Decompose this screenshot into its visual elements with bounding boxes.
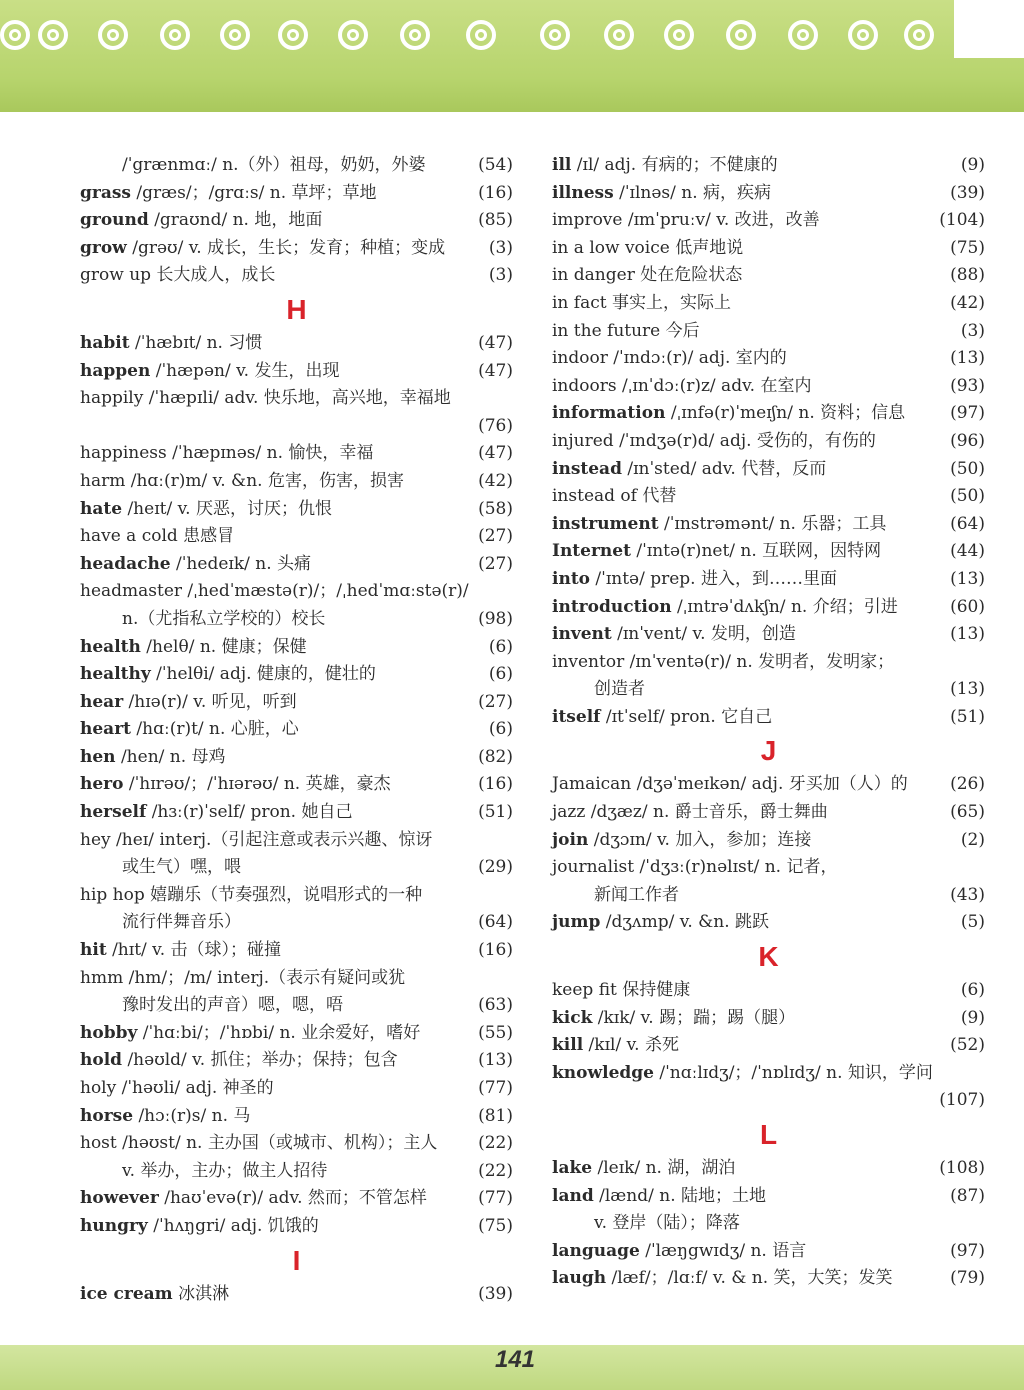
ring-decoration — [540, 20, 570, 50]
entry-headword: illness — [552, 182, 614, 203]
entry-unit-ref: (3) — [488, 265, 513, 286]
entry-definition: improve /ɪmˈpruːv/ v. 改进，改善 — [552, 210, 820, 231]
entry-definition: indoor /ˈɪndɔː(r)/ adj. 室内的 — [552, 348, 787, 369]
entry-definition: /lænd/ n. 陆地；土地 — [593, 1185, 767, 1206]
entry-unit-ref: (65) — [950, 802, 985, 823]
entry-headword: hen — [80, 746, 116, 767]
entry-unit-ref: (50) — [950, 458, 985, 479]
entry-unit-ref: (5) — [960, 912, 985, 933]
glossary-entry — [552, 207, 985, 235]
glossary-entry — [552, 1060, 985, 1088]
entry-headword: habit — [80, 332, 130, 353]
ring-decoration — [38, 20, 68, 50]
entry-definition: /helθ/ n. 健康；保健 — [140, 636, 307, 657]
entry-headword: however — [80, 1188, 159, 1209]
entry-headword: kill — [552, 1035, 584, 1056]
entry-unit-ref: (6) — [960, 980, 985, 1001]
ring-decoration — [220, 20, 250, 50]
glossary-entry — [80, 330, 513, 358]
entry-headword: healthy — [80, 664, 151, 685]
entry-unit-ref: (9) — [960, 155, 985, 175]
glossary-entry — [552, 538, 985, 566]
entry-definition: /dʒʌmp/ v. &n. 跳跃 — [600, 912, 770, 933]
entry-headword: laugh — [552, 1268, 607, 1289]
glossary-column-left — [80, 152, 513, 1308]
glossary-entry — [80, 771, 513, 799]
entry-unit-ref: (13) — [950, 348, 985, 369]
entry-definition: hip hop 嬉蹦乐（节奏强烈，说唱形式的一种 — [80, 884, 423, 905]
entry-definition: /ˌɪnfə(r)ˈmeɪʃn/ n. 资料；信息 — [665, 403, 906, 424]
entry-definition: /ɪnˈsted/ adv. 代替，反而 — [621, 458, 827, 479]
entry-headword: health — [80, 636, 141, 657]
entry-unit-ref: (13) — [478, 1050, 513, 1071]
entry-unit-ref: (104) — [939, 210, 985, 231]
entry-unit-ref: (85) — [478, 210, 513, 231]
entry-headword: knowledge — [552, 1062, 654, 1083]
glossary-entry — [80, 1103, 513, 1131]
entry-definition: Jamaican /dʒəˈmeɪkən/ adj. 牙买加（人）的 — [552, 774, 908, 795]
entry-definition: keep fit 保持健康 — [552, 980, 691, 1001]
entry-unit-ref: (2) — [960, 829, 985, 850]
entry-unit-ref: (6) — [488, 636, 513, 657]
ring-decoration — [160, 20, 190, 50]
entry-definition: v. 登岸（陆）；降落 — [594, 1213, 740, 1234]
glossary-entry — [552, 621, 985, 649]
entry-unit-ref: (77) — [478, 1188, 513, 1209]
entry-unit-ref: (47) — [478, 332, 513, 353]
entry-definition: /kɪl/ v. 杀死 — [583, 1035, 679, 1056]
ring-decoration — [0, 20, 30, 50]
glossary-entry — [552, 483, 985, 511]
entry-headword: hate — [80, 498, 123, 519]
glossary-entry — [552, 909, 985, 937]
entry-definition: /ɪnˈvent/ v. 发明，创造 — [611, 624, 796, 645]
section-letter: H — [286, 293, 307, 325]
entry-unit-ref: (82) — [478, 746, 513, 767]
entry-definition: /ˈɪntə/ prep. 进入，到……里面 — [590, 568, 837, 589]
ring-decoration — [400, 20, 430, 50]
glossary-entry — [80, 1130, 513, 1158]
entry-unit-ref: (27) — [478, 553, 513, 574]
entry-definition: 流行伴舞音乐） — [122, 912, 241, 933]
entry-definition: /heɪt/ v. 厌恶，讨厌；仇恨 — [122, 498, 332, 519]
glossary-entry — [552, 1210, 985, 1238]
entry-unit-ref: (50) — [950, 486, 985, 507]
entry-unit-ref: (51) — [478, 802, 513, 823]
entry-definition: /hɪə(r)/ v. 听见，听到 — [123, 691, 297, 712]
entry-definition: in fact 事实上，实际上 — [552, 292, 731, 313]
entry-unit-ref: (47) — [478, 443, 513, 464]
section-letter: L — [759, 1119, 778, 1150]
ring-decoration — [604, 20, 634, 50]
entry-definition: /leɪk/ n. 湖，湖泊 — [592, 1158, 736, 1178]
entry-headword: introduction — [552, 596, 672, 617]
glossary-entry — [552, 704, 985, 732]
glossary-entry — [80, 152, 513, 180]
entry-definition: /hɑː(r)t/ n. 心脏，心 — [131, 719, 299, 740]
glossary-entry — [80, 413, 513, 441]
glossary-entry — [80, 207, 513, 235]
glossary-entry — [552, 290, 985, 318]
entry-unit-ref: (76) — [478, 415, 513, 436]
entry-definition: 新闻工作者 — [594, 884, 679, 905]
entry-headword: headache — [80, 553, 171, 574]
glossary-entry — [552, 152, 985, 180]
glossary-entry — [552, 180, 985, 208]
entry-headword: grass — [80, 182, 131, 203]
entry-unit-ref: (64) — [478, 912, 513, 933]
entry-headword: Internet — [552, 541, 631, 562]
glossary-entry — [552, 235, 985, 263]
entry-headword: jump — [552, 912, 601, 933]
entry-unit-ref: (81) — [478, 1105, 513, 1126]
entry-definition: grow up 长大成人，成长 — [80, 265, 276, 286]
section-letter: K — [758, 941, 779, 973]
glossary-entry — [552, 373, 985, 401]
entry-unit-ref: (51) — [950, 706, 985, 727]
glossary-entry — [552, 428, 985, 456]
entry-unit-ref: (13) — [950, 568, 985, 589]
glossary-entry — [80, 1047, 513, 1075]
entry-definition: n.（尤指私立学校的）校长 — [122, 608, 326, 629]
entry-unit-ref: (96) — [950, 430, 985, 451]
glossary-entry — [552, 827, 985, 855]
glossary-column-right — [552, 152, 985, 1293]
entry-headword: instrument — [552, 513, 659, 534]
entry-unit-ref: (97) — [950, 1240, 985, 1261]
entry-headword: horse — [80, 1105, 134, 1126]
entry-unit-ref: (55) — [478, 1022, 513, 1043]
entry-unit-ref: (63) — [478, 995, 513, 1016]
entry-unit-ref: (97) — [950, 403, 985, 424]
entry-unit-ref: (13) — [950, 624, 985, 645]
glossary-entry — [552, 1183, 985, 1211]
entry-definition: /ˈlæŋgwɪdʒ/ n. 语言 — [639, 1240, 807, 1261]
glossary-entry — [552, 318, 985, 346]
entry-definition: in danger 处在危险状态 — [552, 265, 743, 286]
entry-headword: happen — [80, 360, 151, 381]
glossary-entry — [80, 661, 513, 689]
glossary-entry — [80, 468, 513, 496]
entry-definition: 创造者 — [594, 679, 645, 700]
glossary-entry — [80, 799, 513, 827]
entry-unit-ref: (16) — [478, 940, 513, 961]
entry-definition: /græs/；/grɑːs/ n. 草坪；草地 — [131, 182, 377, 203]
entry-unit-ref: (54) — [478, 155, 513, 175]
glossary-entry — [552, 771, 985, 799]
glossary-entry — [552, 456, 985, 484]
glossary-entry — [552, 799, 985, 827]
entry-definition: happily /ˈhæpɪli/ adv. 快乐地，高兴地，幸福地 — [80, 388, 451, 409]
entry-definition: headmaster /ˌhedˈmæstə(r)/；/ˌhedˈmɑːstə(r)/ — [80, 581, 469, 602]
entry-headword: ill — [552, 155, 572, 175]
entry-unit-ref: (93) — [950, 375, 985, 396]
entry-unit-ref: (42) — [478, 470, 513, 491]
entry-unit-ref: (16) — [478, 774, 513, 795]
glossary-entry — [80, 578, 513, 606]
entry-definition: /ˈɪntə(r)net/ n. 互联网，因特网 — [630, 541, 882, 562]
entry-headword: land — [552, 1185, 594, 1206]
ring-decoration — [848, 20, 878, 50]
entry-headword: ground — [80, 210, 149, 231]
entry-headword: heart — [80, 719, 131, 740]
entry-unit-ref: (75) — [950, 237, 985, 258]
entry-headword: grow — [80, 237, 127, 258]
entry-definition: holy /ˈhəʊli/ adj. 神圣的 — [80, 1078, 274, 1098]
entry-definition: /hɔː(r)s/ n. 马 — [133, 1105, 251, 1126]
entry-unit-ref: (29) — [478, 857, 513, 878]
entry-unit-ref: (52) — [950, 1035, 985, 1056]
glossary-entry — [80, 523, 513, 551]
entry-definition: have a cold 患感冒 — [80, 526, 235, 547]
entry-headword: hobby — [80, 1022, 138, 1043]
glossary-entry — [80, 827, 513, 855]
entry-unit-ref: (13) — [950, 679, 985, 700]
glossary-entry — [80, 1281, 513, 1309]
ring-decoration — [98, 20, 128, 50]
glossary-entry — [552, 676, 985, 704]
glossary-entry — [80, 180, 513, 208]
entry-unit-ref: (22) — [478, 1160, 513, 1181]
glossary-entry — [80, 716, 513, 744]
glossary-entry — [80, 1185, 513, 1213]
entry-definition: in the future 今后 — [552, 320, 700, 341]
entry-definition: /læf/；/lɑːf/ v. & n. 笑，大笑；发笑 — [606, 1268, 893, 1289]
glossary-entry — [552, 1087, 985, 1115]
glossary-entry — [552, 1238, 985, 1266]
entry-definition: v. 举办，主办；做主人招待 — [122, 1160, 328, 1181]
entry-headword: hear — [80, 691, 124, 712]
entry-unit-ref: (6) — [488, 719, 513, 740]
glossary-entry — [80, 551, 513, 579]
entry-definition: journalist /ˈdʒɜː(r)nəlɪst/ n. 记者， — [552, 857, 838, 878]
glossary-entry — [80, 606, 513, 634]
glossary-entry — [552, 882, 985, 910]
glossary-entry — [80, 440, 513, 468]
entry-headword: lake — [552, 1158, 593, 1178]
entry-definition: /ˈnɑːlɪdʒ/；/ˈnɒlɪdʒ/ n. 知识，学问 — [653, 1062, 933, 1083]
entry-unit-ref: (27) — [478, 691, 513, 712]
entry-definition: /ˌɪntrəˈdʌkʃn/ n. 介绍；引进 — [671, 596, 898, 617]
entry-unit-ref: (9) — [960, 1007, 985, 1028]
entry-unit-ref: (88) — [950, 265, 985, 286]
glossary-entry — [552, 566, 985, 594]
entry-definition: /ˈhɑːbi/；/ˈhɒbi/ n. 业余爱好，嗜好 — [137, 1022, 421, 1043]
entry-definition: /ˈhedeɪk/ n. 头痛 — [170, 553, 312, 574]
glossary-entry — [552, 1005, 985, 1033]
glossary-entry — [552, 345, 985, 373]
glossary-entry — [552, 854, 985, 882]
glossary-entry — [552, 400, 985, 428]
entry-definition: injured /ˈɪndʒə(r)d/ adj. 受伤的，有伤的 — [552, 430, 876, 451]
entry-unit-ref: (58) — [478, 498, 513, 519]
entry-definition: indoors /ˌɪnˈdɔː(r)z/ adv. 在室内 — [552, 375, 812, 396]
entry-unit-ref: (27) — [478, 526, 513, 547]
entry-definition: /ˈɪlnəs/ n. 病，疾病 — [613, 182, 772, 203]
section-letter: J — [760, 735, 777, 767]
entry-headword: hold — [80, 1050, 123, 1071]
entry-unit-ref: (79) — [950, 1268, 985, 1289]
entry-definition: /ˈhæpən/ v. 发生，出现 — [150, 360, 340, 381]
entry-headword: itself — [552, 706, 601, 727]
ring-decoration — [788, 20, 818, 50]
entry-definition: /ˈhæbɪt/ n. 习惯 — [129, 332, 263, 353]
glossary-entry — [552, 977, 985, 1005]
ring-decoration — [726, 20, 756, 50]
entry-headword: information — [552, 403, 666, 424]
entry-definition: inventor /ɪnˈventə(r)/ n. 发明者，发明家； — [552, 651, 895, 672]
ring-decoration — [664, 20, 694, 50]
corner-blank — [954, 0, 1024, 58]
entry-unit-ref: (43) — [950, 884, 985, 905]
entry-headword: hero — [80, 774, 124, 795]
entry-unit-ref: (16) — [478, 182, 513, 203]
entry-headword: herself — [80, 802, 147, 823]
ring-decoration — [466, 20, 496, 50]
entry-definition: /ˈɪnstrəmənt/ n. 乐器；工具 — [658, 513, 887, 534]
glossary-entry — [552, 262, 985, 290]
entry-definition: host /həʊst/ n. 主办国（或城市、机构）；主人 — [80, 1133, 438, 1154]
entry-definition: /dʒɔɪn/ v. 加入，参加；连接 — [588, 829, 812, 850]
entry-definition: hmm /hm/；/m/ interj.（表示有疑问或犹 — [80, 967, 406, 988]
entry-headword: invent — [552, 624, 612, 645]
entry-definition: /ˈgrænmɑː/ n.（外）祖母，奶奶，外婆 — [122, 155, 426, 175]
entry-unit-ref: (3) — [488, 237, 513, 258]
entry-definition: /hɪt/ v. 击（球）；碰撞 — [106, 940, 282, 961]
entry-definition: 或生气）嘿，喂 — [122, 857, 241, 878]
entry-definition: /graʊnd/ n. 地，地面 — [148, 210, 323, 231]
entry-unit-ref: (98) — [478, 608, 513, 629]
entry-unit-ref: (87) — [950, 1185, 985, 1206]
ring-decoration — [904, 20, 934, 50]
glossary-entry — [80, 909, 513, 937]
glossary-entry — [80, 385, 513, 413]
entry-headword: hit — [80, 940, 107, 961]
entry-unit-ref: (3) — [960, 320, 985, 341]
entry-definition: /grəʊ/ v. 成长，生长；发育；种植；变成 — [126, 237, 446, 258]
entry-unit-ref: (107) — [939, 1090, 985, 1111]
entry-headword: kick — [552, 1007, 593, 1028]
glossary-entry — [80, 744, 513, 772]
glossary-entry — [552, 1265, 985, 1293]
entry-unit-ref: (77) — [478, 1078, 513, 1098]
entry-headword: join — [552, 829, 589, 850]
entry-unit-ref: (22) — [478, 1133, 513, 1154]
glossary-entry — [80, 496, 513, 524]
glossary-entry — [552, 594, 985, 622]
glossary-entry — [552, 1032, 985, 1060]
glossary-entry — [80, 965, 513, 993]
entry-unit-ref: (26) — [950, 774, 985, 795]
entry-definition: in a low voice 低声地说 — [552, 237, 744, 258]
entry-definition: happiness /ˈhæpɪnəs/ n. 愉快，幸福 — [80, 443, 374, 464]
entry-headword: language — [552, 1240, 640, 1261]
entry-definition: /ɪtˈself/ pron. 它自己 — [600, 706, 773, 727]
glossary-entry — [80, 235, 513, 263]
entry-unit-ref: (39) — [950, 182, 985, 203]
glossary-entry — [80, 854, 513, 882]
entry-unit-ref: (6) — [488, 664, 513, 685]
entry-definition: jazz /dʒæz/ n. 爵士音乐，爵士舞曲 — [552, 802, 828, 823]
entry-definition: /hɜː(r)ˈself/ pron. 她自己 — [146, 802, 353, 823]
glossary-entry — [80, 1158, 513, 1186]
entry-unit-ref: (60) — [950, 596, 985, 617]
entry-unit-ref: (75) — [478, 1215, 513, 1236]
glossary-entry — [80, 1075, 513, 1103]
entry-definition: /ˈhɪrəʊ/；/ˈhɪərəʊ/ n. 英雄，豪杰 — [123, 774, 391, 795]
glossary-entry — [80, 1213, 513, 1241]
header-banner — [0, 0, 1024, 112]
ring-decoration — [278, 20, 308, 50]
entry-unit-ref: (108) — [939, 1158, 985, 1178]
entry-definition: 冰淇淋 — [172, 1283, 230, 1304]
entry-headword: instead — [552, 458, 622, 479]
entry-headword: ice cream — [80, 1283, 173, 1304]
glossary-entry — [80, 262, 513, 290]
glossary-entry — [80, 358, 513, 386]
entry-unit-ref: (42) — [950, 292, 985, 313]
entry-definition: harm /hɑː(r)m/ v. &n. 危害，伤害，损害 — [80, 470, 404, 491]
glossary-entry — [80, 992, 513, 1020]
entry-headword: hungry — [80, 1215, 148, 1236]
glossary-entry — [552, 649, 985, 677]
page-number: 141 — [494, 1346, 536, 1373]
entry-definition: 豫时发出的声音）嗯，嗯，唔 — [122, 995, 343, 1016]
entry-definition: instead of 代替 — [552, 486, 677, 507]
glossary-entry — [80, 634, 513, 662]
entry-unit-ref: (44) — [950, 541, 985, 562]
entry-unit-ref: (39) — [478, 1283, 513, 1304]
entry-definition: /həʊld/ v. 抓住；举办；保持；包含 — [122, 1050, 398, 1071]
entry-unit-ref: (64) — [950, 513, 985, 534]
entry-definition: hey /heɪ/ interj.（引起注意或表示兴趣、惊讶 — [80, 829, 433, 850]
glossary-entry — [80, 1020, 513, 1048]
ring-decoration — [338, 20, 368, 50]
glossary-entry — [80, 689, 513, 717]
glossary-entry — [80, 937, 513, 965]
glossary-entry — [552, 511, 985, 539]
glossary-entry — [552, 1155, 985, 1183]
entry-definition: /ˈhʌŋgri/ adj. 饥饿的 — [147, 1215, 319, 1236]
entry-definition: /hen/ n. 母鸡 — [115, 746, 226, 767]
entry-definition: /ɪl/ adj. 有病的；不健康的 — [571, 155, 778, 175]
entry-headword: into — [552, 568, 591, 589]
entry-definition: /haʊˈevə(r)/ adv. 然而；不管怎样 — [158, 1188, 427, 1209]
section-letter: I — [292, 1244, 301, 1276]
entry-definition: /kɪk/ v. 踢；踹；踢（腿） — [592, 1007, 796, 1028]
glossary-entry — [80, 882, 513, 910]
entry-unit-ref: (47) — [478, 360, 513, 381]
entry-definition: /ˈhelθi/ adj. 健康的，健壮的 — [150, 664, 376, 685]
